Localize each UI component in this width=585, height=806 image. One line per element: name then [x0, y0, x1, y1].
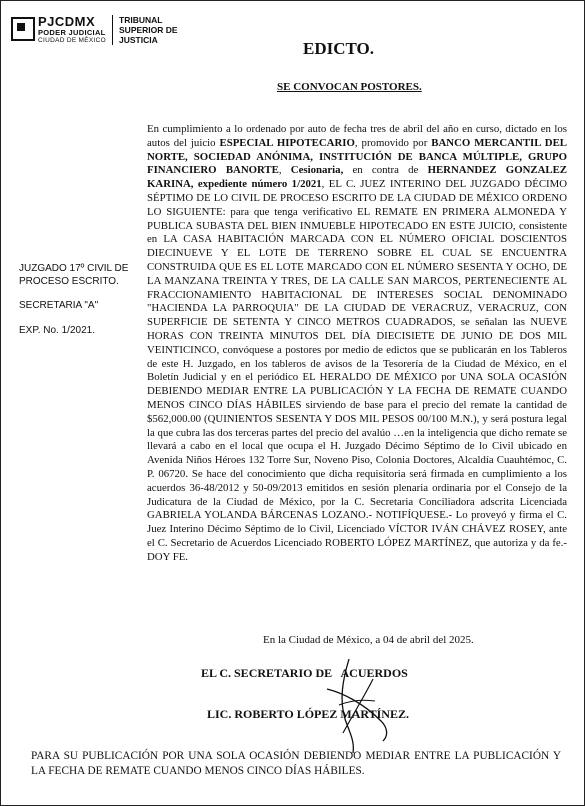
sidebar-secretaria: SECRETARIA "A" — [19, 300, 99, 311]
page-title: EDICTO. — [302, 39, 374, 58]
body-bold-1: ESPECIAL HIPOTECARIO — [219, 136, 355, 149]
sidebar-juzgado: JUZGADO 17º CIVIL DE PROCESO ESCRITO. — [19, 263, 129, 287]
body-bold-4: HERNANDEZ GONZALEZ KARINA, expediente número 1/2021 — [147, 164, 567, 191]
body-text-4: en contra de — [343, 164, 428, 177]
edict-body — [147, 123, 567, 565]
pjcdmx-emblem-icon — [11, 17, 35, 41]
body-bold-2: BANCO MERCANTIL DEL NORTE, SOCIEDAD ANÓNIMA, INSTITUCIÓN DE BANCA MÚLTIPLE, GRUPO FINANCIERO BANORTE — [147, 136, 568, 177]
logo-city: CIUDAD DE MÉXICO — [38, 37, 107, 44]
publication-note: PARA SU PUBLICACIÓN POR UNA SOLA OCASIÓN DEBIENDO MEDIAR ENTRE LA PUBLICACIÓN Y LA FECHA DE REMATE CUANDO MENOS CINCO DÍAS HÁBILES. — [31, 750, 561, 777]
body-text-2: , promovido por — [354, 136, 432, 149]
logo-tribunal-line3: JUSTICIA — [119, 35, 158, 45]
logo-tribunal-line1: TRIBUNAL — [119, 15, 163, 25]
signer-role: EL C. SECRETARIO DE ACUERDOS — [201, 666, 408, 680]
body-text-5: , EL C. JUEZ INTERINO DEL JUZGADO DÉCIMO SÉPTIMO DE LO CIVIL DE PROCESO ESCRITO DE LA CIUDAD DE MÉXICO ORDENO LO SIGUIENTE: para que tenga verificativo EL REMATE EN PRIMERA ALMONEDA Y PUBLICA SUBASTA DEL BIEN INMUEBLE HIPOTECADO EN ESTE JUICIO, consistente en LA CASA HABITACIÓN MARCADA CON EL NÚMERO OFICIAL DOSCIENTOS DIECINUEVE Y EL LOTE DE TERRENO SOBRE EL CUAL SE ENCUENTRA CONSTRUIDA QUE ES EL LOTE MARCADO CON EL NÚMERO SESENTA Y OCHO, DE LA MANZANA TREINTA Y TRES, DE LA CALLE SAN MARCOS, PERTENECIENTE AL FRACCIONAMIENTO HABITACIONAL DE INTERESES SOCIAL DENOMINADO "HACIENDA LA PARROQUIA" DE LA CIUDAD DE VERACRUZ, VERACRUZ, CON SUPERFICIE DE SETENTA Y CINCO METROS CUADRADOS, se señalan las NUEVE HORAS CON TREINTA MINUTOS DEL DÍA DIECISIETE DE JUNIO DE DOS MIL VEINTICINCO, convóquese a postores por medio de edictos que se publicarán en los Tableros de este H. Juzgado, en los tableros de avisos de la Tesorería de la Ciudad de México, en el Boletín Judicial y en el periódico EL HERALDO DE MÉXICO por UNA SOLA OCASIÓN DEBIENDO MEDIAR ENTRE LA PUBLICACIÓN Y LA FECHA DE REMATE CUANDO MENOS CINCO DÍAS HÁBILES sirviendo de base para el precio del remate la cantidad de $562,000.00 (QUINIENTOS SESENTA Y DOS MIL PESOS 00/100 M.N.), y será postura legal la que cubra las dos terceras partes del precio del avalúo …en la inteligencia que dicho remate se llevará a cabo en el local que ocupa el H. Juzgado Décimo Séptimo de lo Civil ubicado en Avenida Niños Héroes 132 Torre Sur, Noveno Piso, Colonia Doctores, Alcaldía Cuauhtémoc, C. P. 06720. Se hace del conocimiento que dicha requisitoria será firmada en cumplimiento a los acuerdos 36-48/2012 y 50-09/2013 emitidos en sesión plenaria ordinaria por el Consejo de la Judicatura de la Ciudad de México, por la C. Secretaria Conciliadora adscrita Licenciada GABRIELA YOLANDA BÁRCENAS LOZANO.- NOTIFÍQUESE.- Lo proveyó y firma el C. Juez Interino Décimo Séptimo de lo Civil, Licenciado VÍCTOR IVÁN CHÁVEZ ROSEY, ante el C. Secretario de Acuerdos Licenciado ROBERTO LÓPEZ MARTÍNEZ, que autoriza y da fe.- DOY FE. — [147, 178, 568, 563]
logo-tribunal-line2: SUPERIOR DE — [119, 25, 178, 35]
page-subtitle: SE CONVOCAN POSTORES. — [277, 81, 422, 93]
dateline: En la Ciudad de México, a 04 de abril del 2025. — [263, 634, 474, 646]
case-sidebar — [19, 263, 139, 349]
edict-paragraph — [147, 123, 567, 565]
logo-poder-judicial: PODER JUDICIAL — [38, 28, 106, 37]
body-text-3: , — [278, 164, 291, 177]
sidebar-expediente: EXP. No. 1/2021. — [19, 324, 95, 336]
signer-name: LIC. ROBERTO LÓPEZ MARTÍNEZ. — [207, 707, 409, 721]
logo-brand: PJCDMX — [38, 14, 96, 29]
body-bold-3: Cesionaria, — [290, 164, 344, 177]
body-text-1: En cumplimiento a lo ordenado por auto de fecha tres de abril del año en curso, dictado en los autos del juicio — [147, 123, 567, 149]
